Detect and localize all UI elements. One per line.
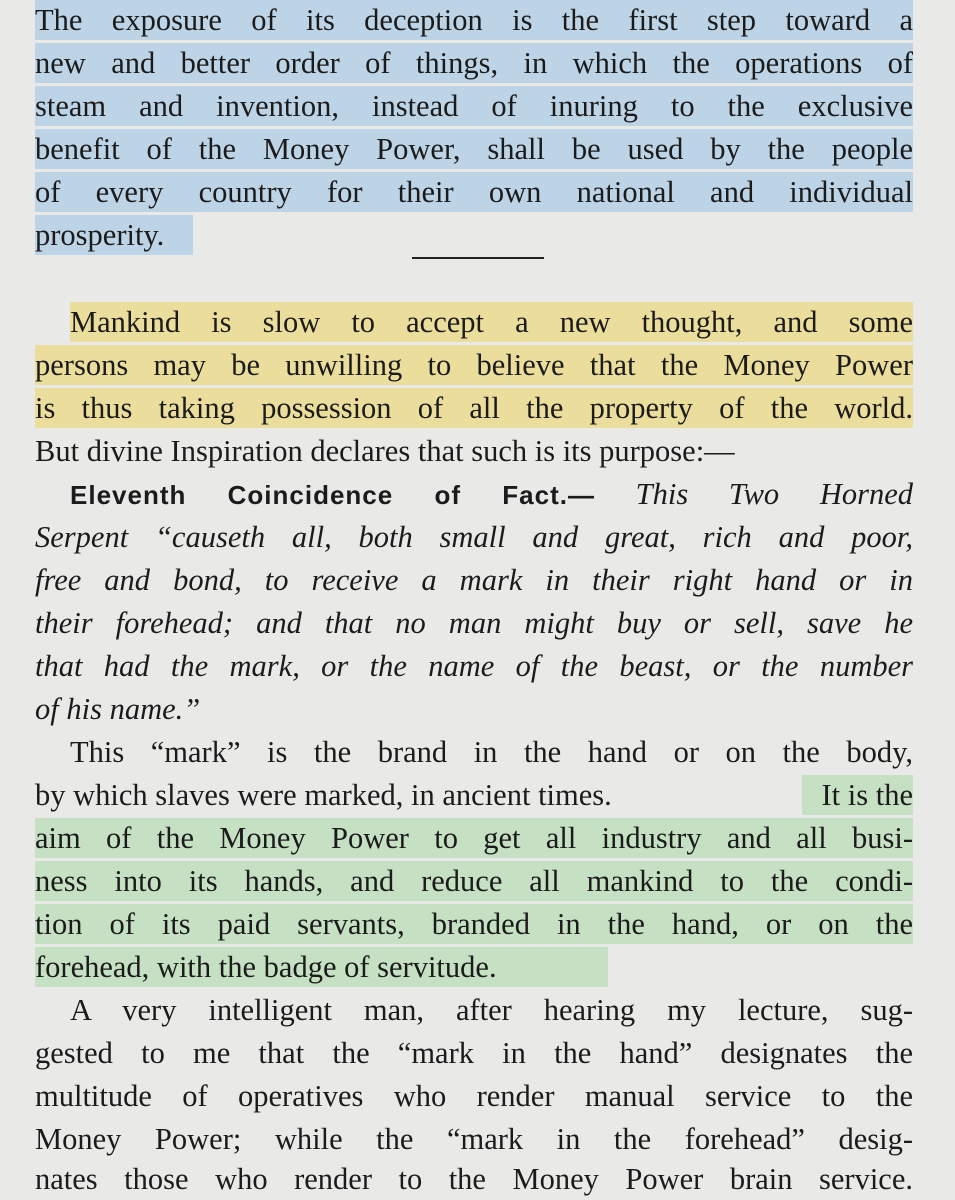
coincidence-heading: Eleventh Coincidence of Fact.— [70,480,595,510]
paragraph2-line: Mankind is slow to accept a new thought, and some [70,302,913,342]
paragraph2-line: persons may be unwilling to believe that the Money Power [35,345,913,385]
paragraph2-line: But divine Inspiration declares that such is its purpose:— [35,434,735,468]
coincidence-quote-line: Serpent “causeth all, both small and great, rich and poor, [35,520,913,554]
paragraph4-line: nates those who render to the Money Power brain service. [35,1162,913,1196]
paragraph3-line: tion of its paid servants, branded in the hand, or on the [35,904,913,944]
paragraph1-line: prosperity. [35,215,193,255]
paragraph3-line: forehead, with the badge of servitude. [35,947,608,987]
section-divider [412,257,544,259]
coincidence-quote-start: This Two Horned [635,477,914,511]
paragraph4-line: Money Power; while the “mark in the forehead” desig- [35,1122,913,1156]
paragraph2-line: is thus taking possession of all the property of the world. [35,388,913,428]
paragraph1-line: of every country for their own national and individual [35,172,913,212]
paragraph4-line: multitude of operatives who render manual service to the [35,1079,913,1113]
paragraph1-line: new and better order of things, in which the operations of [35,43,913,83]
paragraph1-line: benefit of the Money Power, shall be used by the people [35,129,913,169]
coincidence-quote-line: of his name.” [35,692,201,726]
paragraph3-line [35,775,913,815]
paragraph3-highlight-start: It is the [802,775,914,815]
coincidence-quote-line: free and bond, to receive a mark in their right hand or in [35,563,913,597]
paragraph3-line: This “mark” is the brand in the hand or on the body, [70,735,913,769]
paragraph4-line: gested to me that the “mark in the hand” designates the [35,1036,913,1070]
coincidence-quote-line: that had the mark, or the name of the beast, or the number [35,649,913,683]
paragraph1-line: steam and invention, instead of inuring to the exclusive [35,86,913,126]
coincidence-heading-line [70,474,913,514]
paragraph4-line: A very intelligent man, after hearing my lecture, sug- [70,993,913,1027]
paragraph1-line: The exposure of its deception is the first step toward a [35,0,913,40]
coincidence-quote-line: their forehead; and that no man might buy or sell, save he [35,606,913,640]
paragraph3-line: ness into its hands, and reduce all mankind to the condi- [35,861,913,901]
paragraph3-line: aim of the Money Power to get all industry and all busi- [35,818,913,858]
paragraph3-plain-text: by which slaves were marked, in ancient times. [35,778,612,812]
